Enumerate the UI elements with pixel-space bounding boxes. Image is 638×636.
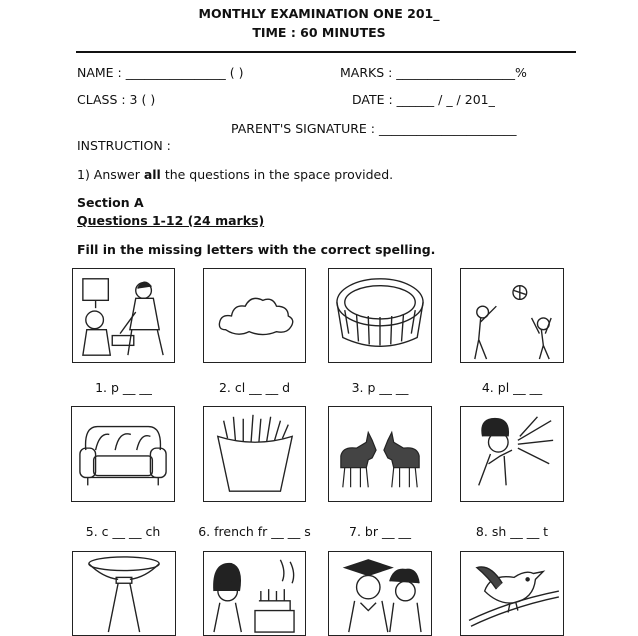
question-8-label: 8. sh __ __ t [475, 524, 549, 539]
section-questions: Questions 1-12 (24 marks) [77, 213, 265, 228]
instruction-prefix: 1) Answer [77, 167, 144, 182]
shouting-girl-icon [460, 406, 564, 502]
header-divider [76, 51, 576, 53]
graduates-icon [328, 551, 432, 636]
cloud-icon [203, 268, 306, 363]
couch-icon [71, 406, 175, 502]
bird-on-branch-icon [460, 551, 564, 636]
name-field: NAME : ________________ ( ) [77, 65, 244, 80]
exam-title: MONTHLY EXAMINATION ONE 201_ [198, 6, 440, 21]
class-field: CLASS : 3 ( ) [77, 92, 156, 107]
pc-children-icon [72, 268, 175, 363]
instruction-line [77, 167, 393, 182]
marks-field: MARKS : ___________________% [340, 65, 527, 80]
question-3-label: 3. p __ __ [351, 380, 409, 395]
section-directive: Fill in the missing letters with the correct spelling. [77, 242, 436, 257]
section-name: Section A [77, 195, 144, 210]
exam-time: TIME : 60 MINUTES [252, 25, 386, 40]
lamp-icon [72, 551, 176, 636]
question-2-label: 2. cl __ __ d [218, 380, 291, 395]
question-4-label: 4. pl __ __ [481, 380, 543, 395]
instruction-heading: INSTRUCTION : [77, 138, 171, 153]
instruction-suffix: the questions in the space provided. [160, 167, 394, 182]
french-fries-icon [203, 406, 306, 502]
instruction-emphasis: all [143, 167, 161, 182]
question-7-label: 7. br __ __ [349, 524, 411, 539]
question-1-label: 1. p __ __ [95, 380, 152, 395]
question-6-label: 6. french fr __ __ s [198, 524, 311, 539]
birthday-cake-icon [203, 551, 306, 636]
playing-ball-icon [460, 268, 564, 363]
donkeys-icon [328, 406, 432, 502]
question-5-label: 5. c __ __ ch [85, 524, 161, 539]
pie-icon [328, 268, 432, 363]
parent-signature-field: PARENT'S SIGNATURE : ______________________ [231, 121, 517, 136]
date-field: DATE : ______ / _ / 201_ [352, 92, 495, 107]
